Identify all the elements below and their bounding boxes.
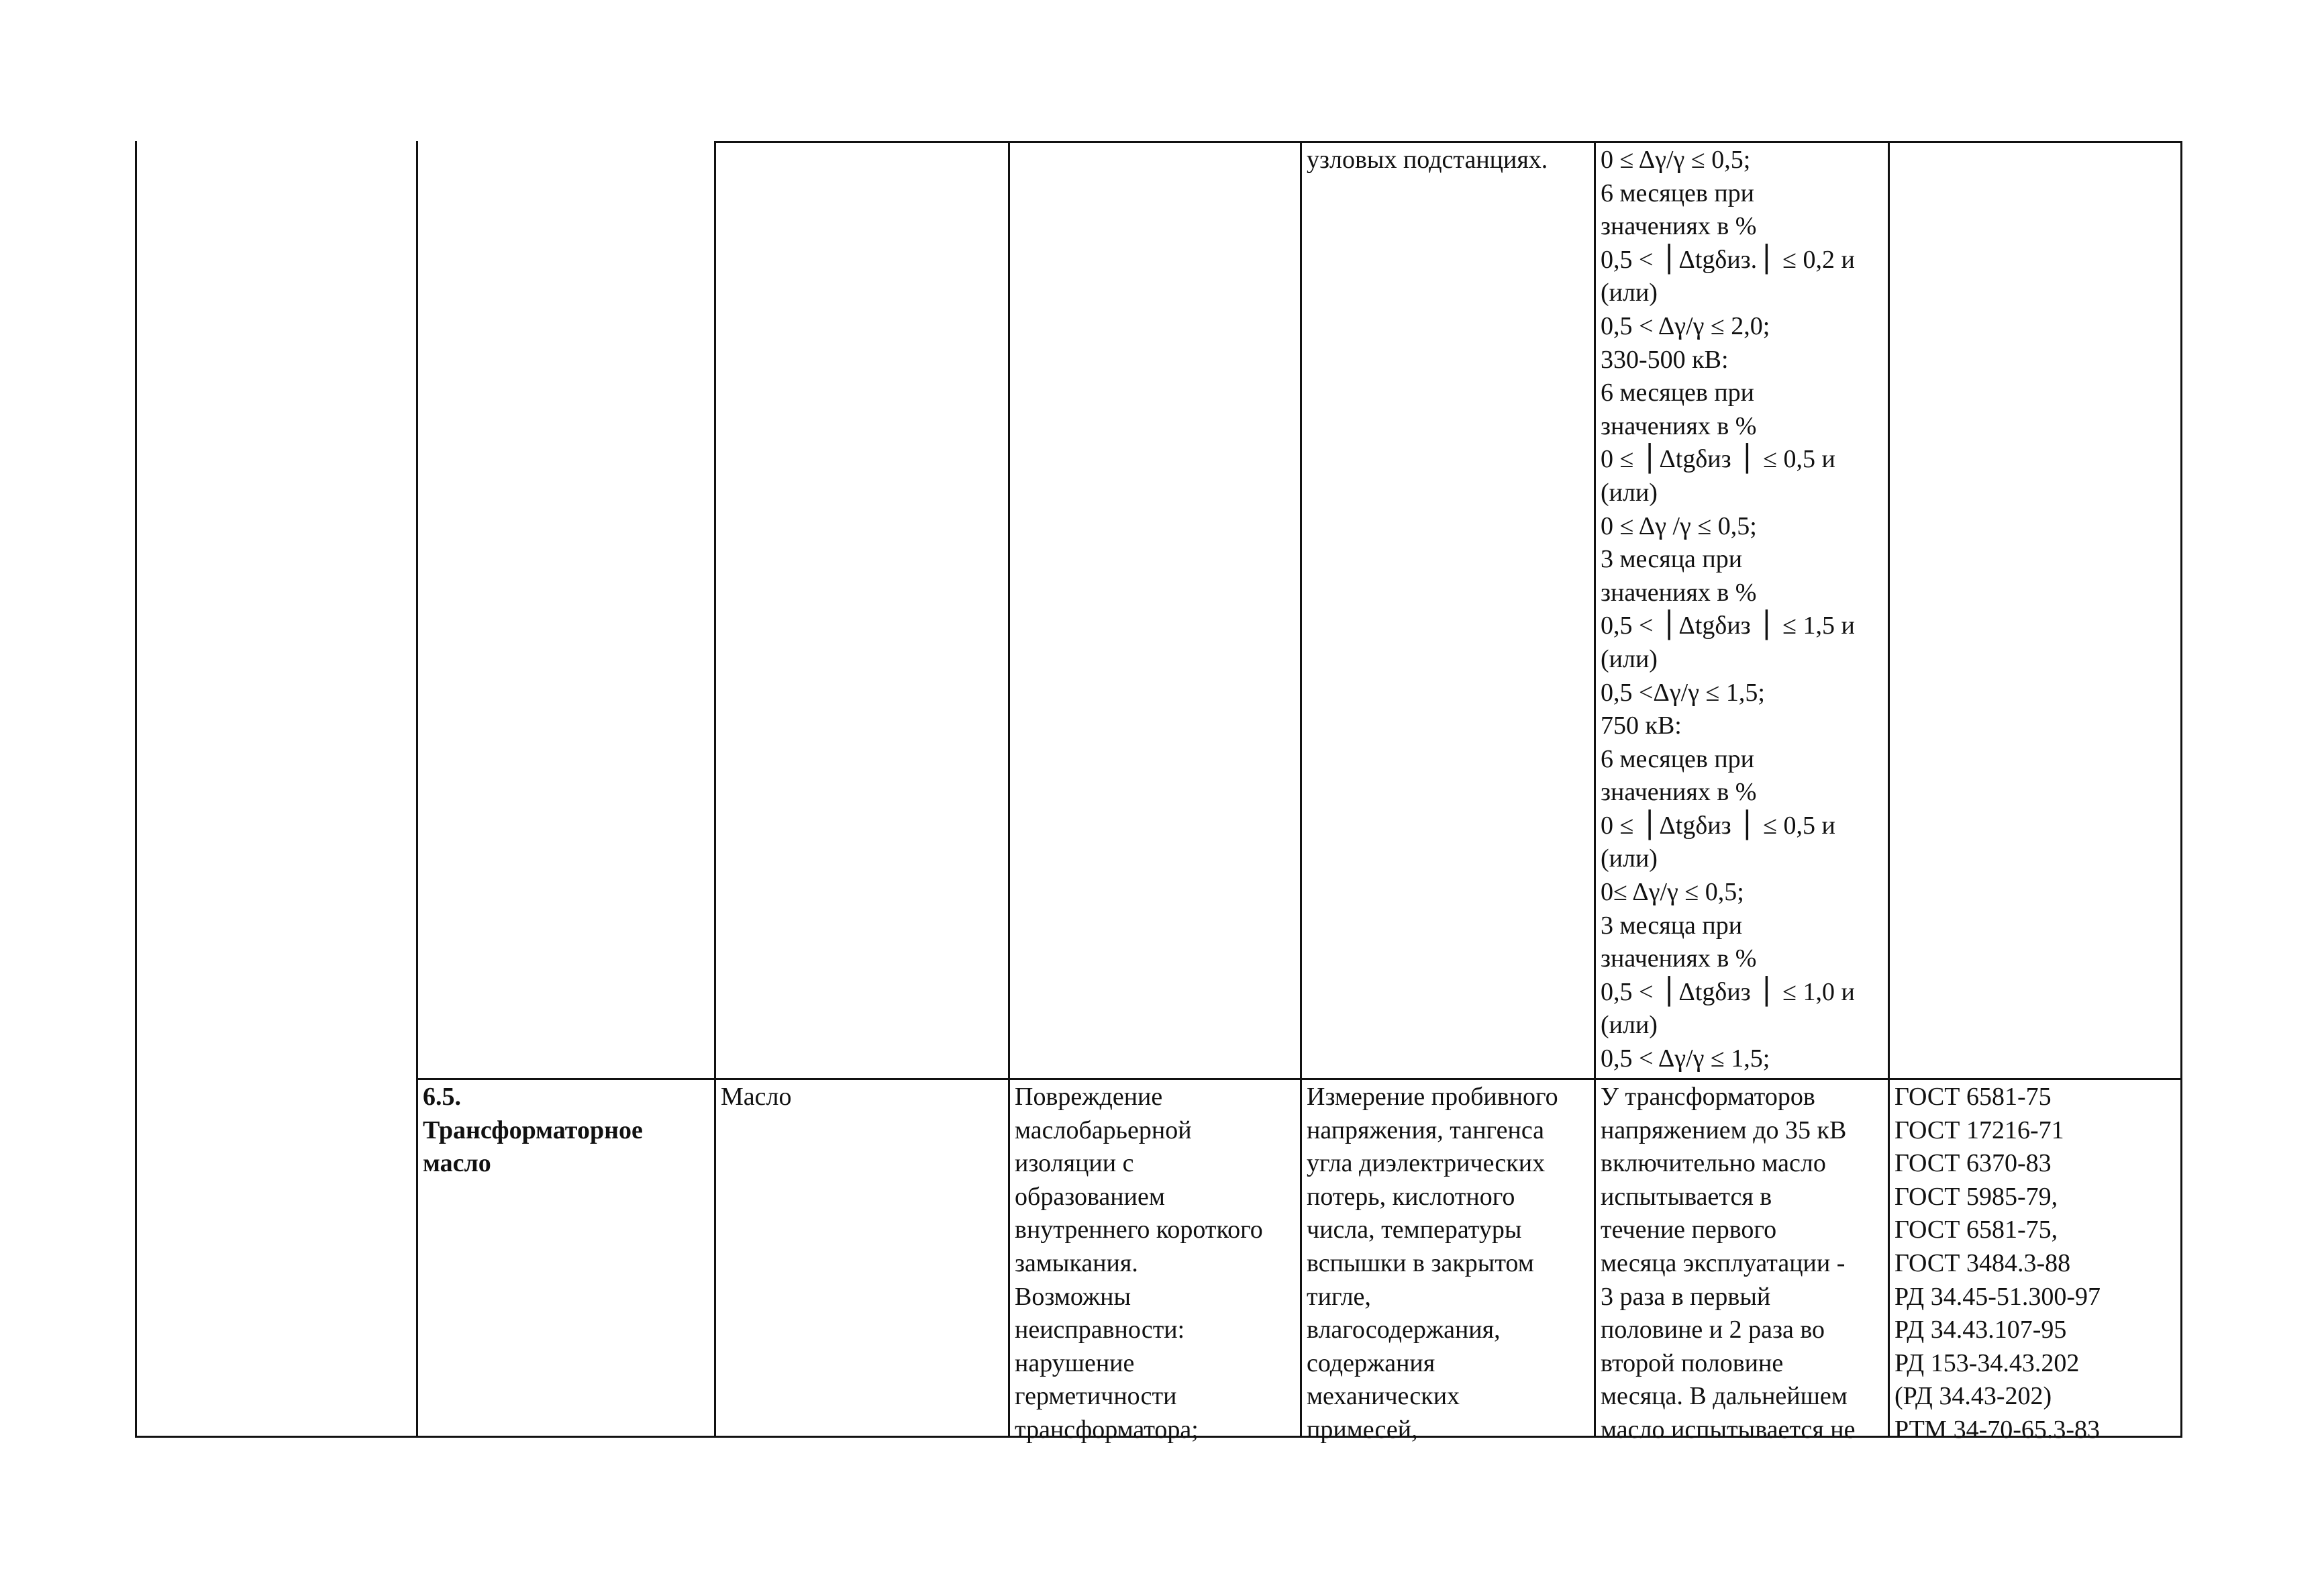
cell-text-line: 3 месяца при: [1601, 545, 1743, 574]
cell-text-line: 3 раза в первый: [1601, 1282, 1771, 1311]
cell-text-line: маслобарьерной: [1015, 1116, 1192, 1144]
cell-text-line: У трансформаторов: [1601, 1083, 1815, 1111]
cell-text-line: 0 ≤ ⎪Δtgδиз ⎪ ≤ 0,5 и: [1601, 445, 1835, 474]
cell-text-line: 0 ≤ Δγ /γ ≤ 0,5;: [1601, 511, 1757, 540]
cell-text-line: 6 месяцев при: [1601, 744, 1755, 773]
cell-text-line: 330-500 кВ:: [1601, 345, 1729, 374]
cell-text-line: образованием: [1015, 1182, 1165, 1211]
cell-text-line: нарушение: [1015, 1348, 1135, 1377]
element-cell: [717, 1081, 791, 1114]
cell-text-line: ГОСТ 5985-79,: [1894, 1182, 2058, 1211]
cell-text-line: Масло: [721, 1083, 792, 1111]
cell-text-line: (или): [1601, 1011, 1658, 1040]
cell-text-line: трансформатора;: [1015, 1415, 1199, 1444]
cell-text-line: напряжения, тангенса: [1307, 1116, 1545, 1144]
cell-text-line: герметичности: [1015, 1382, 1177, 1411]
cell-text-line: течение первого: [1601, 1216, 1777, 1244]
cell-text-line: изоляции с: [1015, 1149, 1134, 1178]
table-border-right: [2180, 141, 2182, 1438]
cell-text-line: тигле,: [1307, 1282, 1371, 1311]
cell-text-line: вспышки в закрытом: [1307, 1248, 1534, 1277]
cell-text-line: напряжением до 35 кВ: [1601, 1116, 1847, 1144]
cell-text-line: примесей,: [1307, 1415, 1418, 1444]
table-divider-2: [714, 141, 716, 1438]
cell-text-line: испытывается в: [1601, 1182, 1772, 1211]
cell-text-line: значениях в %: [1601, 411, 1757, 440]
cell-text-line: масло испытывается не: [1601, 1415, 1856, 1444]
cell-text-line: 0≤ Δγ/γ ≤ 0,5;: [1601, 878, 1744, 907]
cell-text-line: угла диэлектрических: [1307, 1149, 1546, 1178]
cell-text-line: 0 ≤ Δγ/γ ≤ 0,5;: [1601, 146, 1751, 174]
cell-text-line: 6 месяцев при: [1601, 179, 1755, 207]
cell-text-line: 0 ≤ ⎪Δtgδиз ⎪ ≤ 0,5 и: [1601, 811, 1835, 840]
cell-text-line: 0,5 < ⎪Δtgδиз ⎪ ≤ 1,0 и: [1601, 977, 1855, 1006]
cell-text-line: значениях в %: [1601, 778, 1757, 807]
cell-text-line: РД 34.45-51.300-97: [1894, 1282, 2101, 1311]
table-top-border: [714, 141, 2182, 143]
cell-text-line: РД 34.43.107-95: [1894, 1316, 2067, 1344]
cell-text-line: замыкания.: [1015, 1248, 1138, 1277]
cell-text-line: числа, температуры: [1307, 1216, 1522, 1244]
table-row-divider: [416, 1078, 2182, 1080]
table-divider-4: [1300, 141, 1302, 1438]
cell-text-line: влагосодержания,: [1307, 1316, 1501, 1344]
cell-text-line: 0,5 < ⎪Δtgδиз.⎪ ≤ 0,2 и: [1601, 245, 1855, 274]
cell-text-line: РТМ 34-70-65.3-83: [1894, 1415, 2101, 1444]
cell-text-line: 750 кВ:: [1601, 711, 1682, 740]
cell-text-line: (или): [1601, 844, 1658, 873]
cell-text-line: механических: [1307, 1382, 1460, 1411]
table-divider-1: [416, 141, 418, 1438]
cell-text-line: узловых подстанциях.: [1307, 146, 1548, 174]
cell-text-line: 0,5 < Δγ/γ ≤ 1,5;: [1601, 1044, 1770, 1073]
periodicity-cell: [1597, 1081, 1855, 1447]
cell-text-line: Измерение пробивного: [1307, 1083, 1558, 1111]
cell-text-line: внутреннего короткого: [1015, 1216, 1263, 1244]
cell-text-line: ГОСТ 6581-75,: [1894, 1216, 2058, 1244]
section-title-cell: [419, 1081, 643, 1181]
cell-text-line: масло: [423, 1149, 491, 1178]
cell-text-line: месяца. В дальнейшем: [1601, 1382, 1848, 1411]
cell-text-line: 3 месяца при: [1601, 911, 1743, 940]
cell-text-line: значениях в %: [1601, 578, 1757, 607]
cell-text-line: включительно масло: [1601, 1149, 1826, 1178]
cell-text-line: месяца эксплуатации -: [1601, 1248, 1846, 1277]
cell-text-line: значениях в %: [1601, 212, 1757, 241]
cell-text-line: потерь, кислотного: [1307, 1182, 1515, 1211]
table-divider-5: [1594, 141, 1596, 1438]
cell-text-line: ГОСТ 6581-75: [1894, 1083, 2052, 1111]
cell-text-line: ГОСТ 6370-83: [1894, 1149, 2052, 1178]
cell-text-line: (или): [1601, 279, 1658, 307]
cell-text-line: 6 месяцев при: [1601, 379, 1755, 407]
cell-text-line: половине и 2 раза во: [1601, 1316, 1825, 1344]
cell-text-line: 0,5 < ⎪Δtgδиз ⎪ ≤ 1,5 и: [1601, 611, 1855, 640]
cell-text-line: второй половине: [1601, 1348, 1784, 1377]
table-border-left: [135, 141, 137, 1438]
cell-text-line: Трансформаторное: [423, 1116, 643, 1144]
cell-text-line: 0,5 < Δγ/γ ≤ 2,0;: [1601, 311, 1770, 340]
cell-text-line: Возможны: [1015, 1282, 1131, 1311]
upper-method-cell: [1303, 144, 1548, 177]
cell-text-line: неисправности:: [1015, 1316, 1185, 1344]
cell-text-line: значениях в %: [1601, 944, 1757, 973]
cell-text-line: (или): [1601, 644, 1658, 673]
cell-text-line: 6.5.: [423, 1083, 461, 1111]
defect-cell: [1011, 1081, 1263, 1447]
table-divider-6: [1888, 141, 1890, 1438]
cell-text-line: (или): [1601, 478, 1658, 507]
upper-periodicity-cell: [1597, 144, 1855, 1076]
cell-text-line: РД 153-34.43.202: [1894, 1348, 2080, 1377]
cell-text-line: Повреждение: [1015, 1083, 1163, 1111]
table-divider-3: [1008, 141, 1010, 1438]
cell-text-line: ГОСТ 3484.3-88: [1894, 1248, 2071, 1277]
cell-text-line: ГОСТ 17216-71: [1894, 1116, 2064, 1144]
method-cell: [1303, 1081, 1558, 1447]
cell-text-line: (РД 34.43-202): [1894, 1382, 2052, 1411]
standards-cell: [1890, 1081, 2101, 1447]
cell-text-line: содержания: [1307, 1348, 1435, 1377]
cell-text-line: 0,5 <Δγ/γ ≤ 1,5;: [1601, 678, 1765, 707]
